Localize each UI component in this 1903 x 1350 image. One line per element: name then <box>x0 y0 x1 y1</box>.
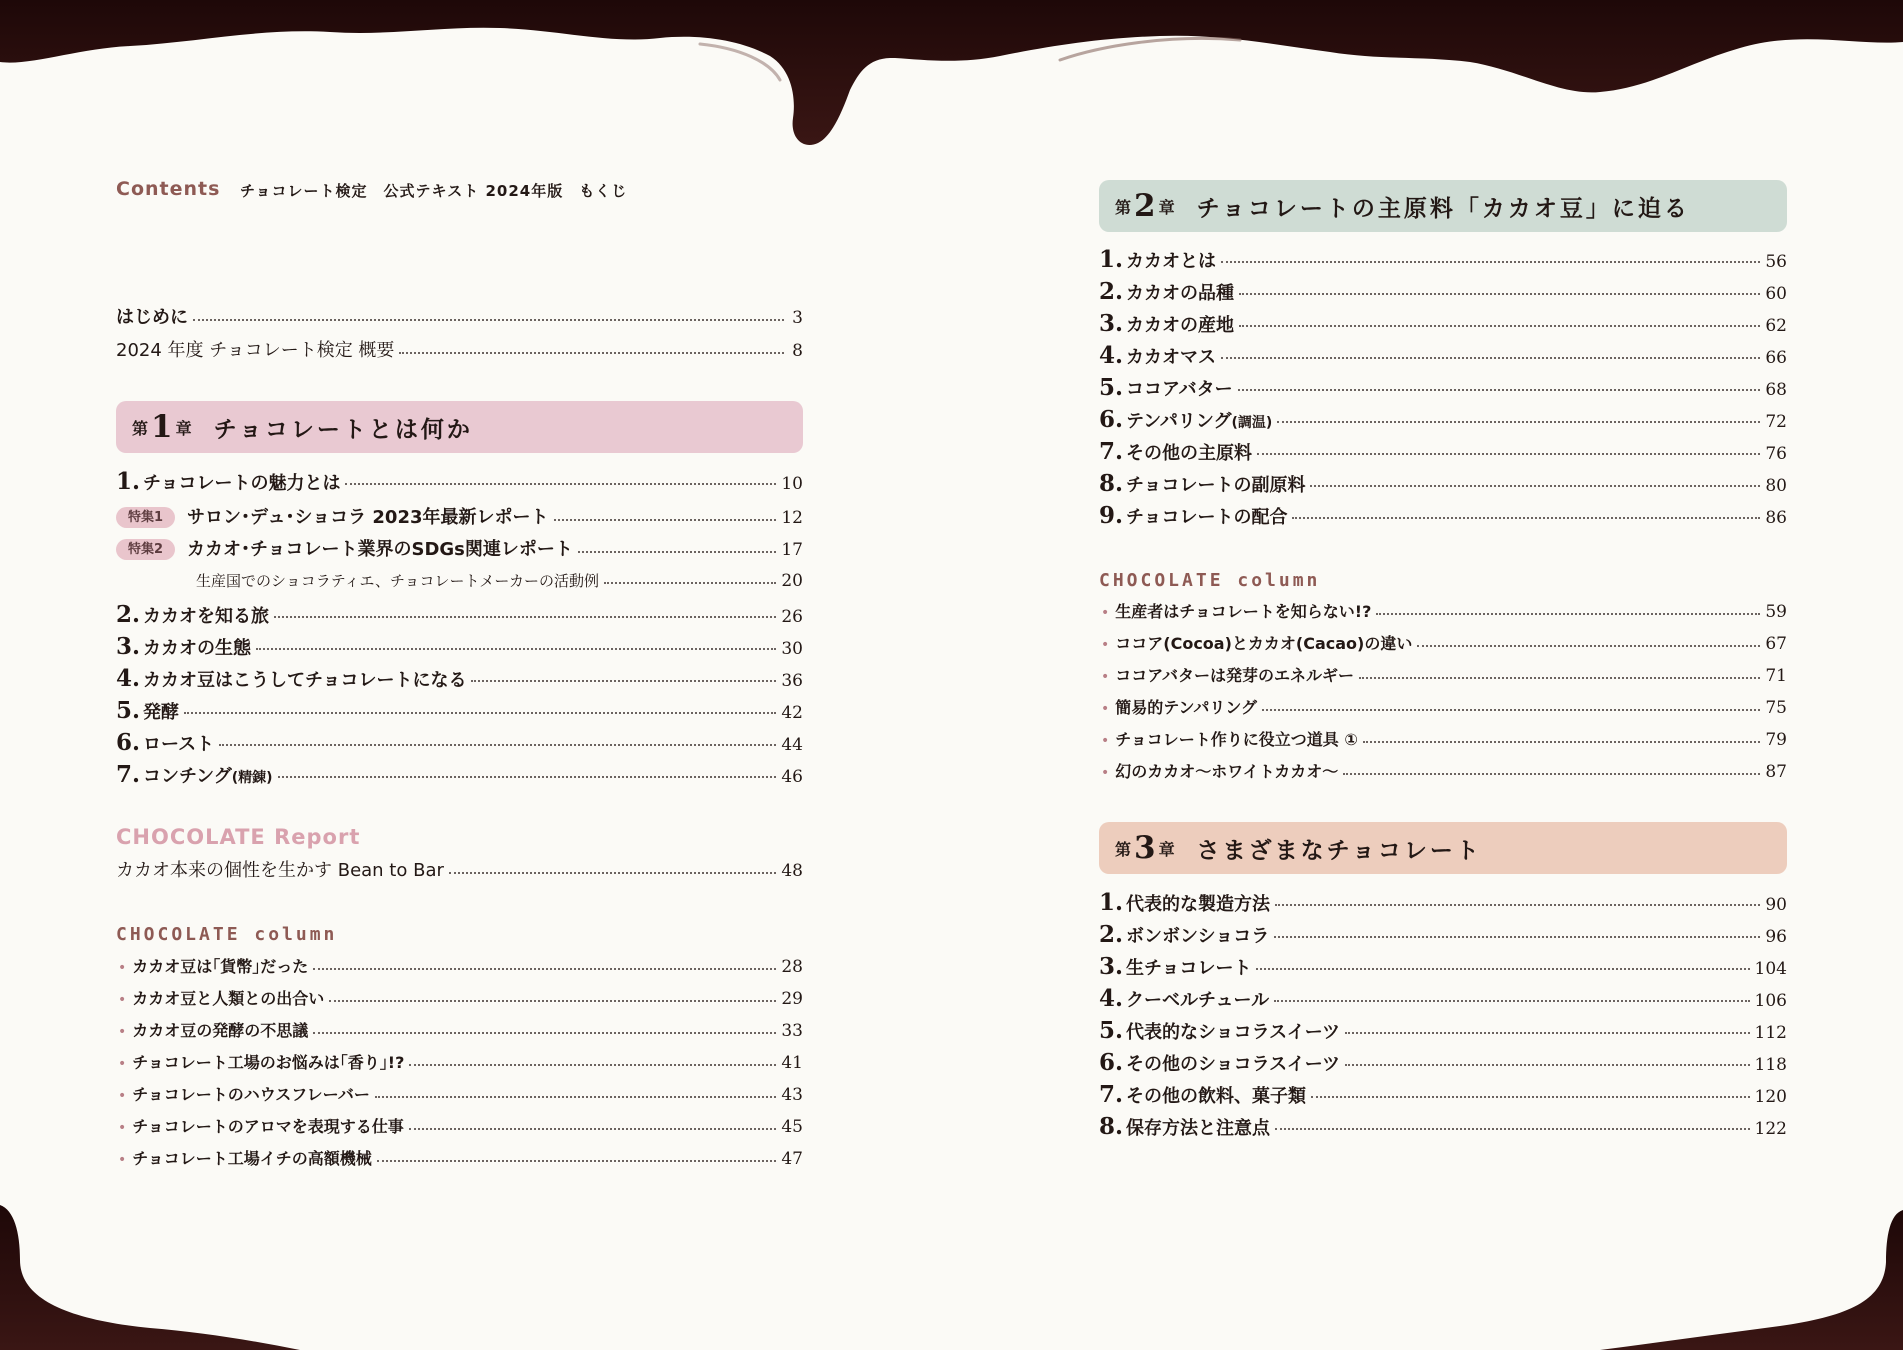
toc-entry-intro[interactable] <box>116 303 803 333</box>
toc-entry-note: (精錬) <box>231 770 273 786</box>
column-entry[interactable] <box>118 984 803 1014</box>
dot-leader <box>313 1032 776 1034</box>
toc-entry[interactable] <box>1099 437 1787 467</box>
toc-entry-page: 104 <box>1754 959 1787 979</box>
dot-leader <box>554 519 777 521</box>
column-entry[interactable] <box>118 1080 803 1110</box>
dot-leader <box>1417 645 1760 647</box>
entry-number: 9. <box>1099 502 1124 529</box>
toc-entry-page: 30 <box>781 639 803 659</box>
toc-entry-page: 62 <box>1765 316 1787 336</box>
column-entry[interactable] <box>118 952 803 982</box>
dot-leader <box>399 352 784 354</box>
dot-leader <box>1221 261 1760 263</box>
toc-entry-title: チョコレートのハウスフレーバー <box>132 1085 370 1104</box>
entry-number: 3. <box>116 633 141 660</box>
entry-number: 3. <box>1099 953 1124 980</box>
dot-leader <box>1274 936 1760 938</box>
feature-tag: 特集2 <box>116 539 175 560</box>
entry-number: 7. <box>1099 1081 1124 1108</box>
toc-entry-page: 29 <box>781 989 803 1009</box>
toc-entry-feature-2[interactable] <box>116 535 803 565</box>
toc-entry-title: カカオ豆はこうしてチョコレートになる <box>143 670 467 691</box>
dot-leader <box>1275 904 1760 906</box>
entry-number: 4. <box>1099 985 1124 1012</box>
dot-leader <box>1239 293 1760 295</box>
toc-entry-title: カカオ豆と人類との出合い <box>132 989 325 1008</box>
bullet-icon: • <box>118 1120 127 1136</box>
toc-entry[interactable] <box>1099 373 1787 403</box>
toc-entry-title: 2024 年度 チョコレート検定 概要 <box>116 340 395 361</box>
dot-leader <box>274 616 776 618</box>
chapter-2-band[interactable] <box>1099 180 1787 232</box>
toc-entry[interactable] <box>1099 920 1787 950</box>
dot-leader <box>1277 421 1760 423</box>
column-entry[interactable] <box>1101 693 1787 723</box>
toc-entry-title: カカオ豆の発酵の不思議 <box>132 1021 309 1040</box>
dot-leader <box>313 968 776 970</box>
toc-entry-title: チョコレートのアロマを表現する仕事 <box>132 1117 404 1136</box>
toc-entry-title: チョコレート作りに役立つ道具 ① <box>1115 730 1358 749</box>
entry-number: 5. <box>116 697 141 724</box>
toc-entry-page: 79 <box>1765 730 1787 750</box>
dot-leader <box>377 1160 777 1162</box>
dot-leader <box>578 551 776 553</box>
toc-entry-page: 96 <box>1765 927 1787 947</box>
toc-entry-title: ココアバターは発芽のエネルギー <box>1115 666 1354 685</box>
column-entry[interactable] <box>1101 629 1787 659</box>
toc-entry-page: 59 <box>1765 602 1787 622</box>
bottom-left-drip <box>0 1205 300 1350</box>
toc-entry[interactable] <box>1099 984 1787 1014</box>
entry-number: 4. <box>116 665 141 692</box>
toc-entry[interactable] <box>116 632 803 662</box>
entry-number: 3. <box>1099 310 1124 337</box>
entry-number: 2. <box>1099 278 1124 305</box>
toc-entry-page: 106 <box>1754 991 1787 1011</box>
entry-number: 1. <box>1099 246 1124 273</box>
toc-entry-page: 3 <box>792 308 803 328</box>
toc-entry-title: 生産者はチョコレートを知らない!? <box>1115 602 1372 621</box>
toc-entry-title: カカオ本来の個性を生かす Bean to Bar <box>116 860 444 881</box>
column-heading: CHOCOLATE column <box>1099 570 1321 591</box>
toc-entry[interactable] <box>1099 952 1787 982</box>
page-subtitle: チョコレート検定 公式テキスト 2024年版 もくじ <box>240 182 628 200</box>
chapter-number: 2 <box>1134 188 1156 224</box>
chapter-number: 3 <box>1134 830 1156 866</box>
toc-entry-title: ボンボンショコラ <box>1126 926 1270 947</box>
entry-number: 6. <box>116 729 141 756</box>
dot-leader <box>1275 1128 1750 1130</box>
toc-entry-page: 122 <box>1754 1119 1787 1139</box>
toc-entry-page: 47 <box>781 1149 803 1169</box>
toc-entry-title: テンパリング <box>1126 411 1232 432</box>
toc-entry-title: コンチング <box>143 766 232 787</box>
toc-entry[interactable] <box>1099 341 1787 371</box>
dot-leader <box>1292 517 1760 519</box>
toc-entry-page: 20 <box>781 571 803 591</box>
toc-entry-title: その他の主原料 <box>1126 443 1253 464</box>
chapter-3-band[interactable] <box>1099 822 1787 874</box>
bullet-icon: • <box>1101 637 1110 653</box>
toc-entry-page: 112 <box>1754 1023 1787 1043</box>
bottom-right-drip <box>1600 1210 1903 1350</box>
toc-entry[interactable] <box>1099 1048 1787 1078</box>
toc-entry-page: 90 <box>1765 895 1787 915</box>
toc-entry-title: 簡易的テンパリング <box>1115 698 1258 717</box>
bullet-icon: • <box>118 992 127 1008</box>
toc-entry-title: カカオとは <box>1126 251 1217 272</box>
bullet-icon: • <box>1101 605 1110 621</box>
toc-entry[interactable] <box>116 696 803 726</box>
dot-leader <box>1359 677 1760 679</box>
dot-leader <box>329 1000 776 1002</box>
toc-entry-title: チョコレート工場のお悩みは｢香り｣!? <box>132 1053 405 1072</box>
toc-entry[interactable] <box>116 760 803 790</box>
toc-entry-title: カカオマス <box>1126 347 1217 368</box>
dot-leader <box>1363 741 1760 743</box>
toc-entry-page: 36 <box>781 671 803 691</box>
toc-entry-page: 75 <box>1765 698 1787 718</box>
dot-leader <box>345 483 776 485</box>
dot-leader <box>193 319 784 321</box>
dot-leader <box>1345 1064 1750 1066</box>
feature-tag: 特集1 <box>116 507 175 528</box>
toc-entry-page: 60 <box>1765 284 1787 304</box>
toc-entry-title: カカオの産地 <box>1126 315 1235 336</box>
toc-entry-title: カカオを知る旅 <box>143 606 270 627</box>
column-entry[interactable] <box>1101 597 1787 627</box>
dot-leader <box>449 872 776 874</box>
entry-number: 8. <box>1099 470 1124 497</box>
toc-entry-title: 代表的な製造方法 <box>1126 894 1271 915</box>
toc-entry-title: 代表的なショコラスイーツ <box>1126 1022 1341 1043</box>
toc-entry-title: 生チョコレート <box>1126 958 1252 979</box>
chapter-prefix: 第 <box>132 418 149 438</box>
toc-entry-title: カカオの品種 <box>1126 283 1235 304</box>
entry-number: 5. <box>1099 1017 1124 1044</box>
bullet-icon: • <box>1101 701 1110 717</box>
toc-entry-page: 10 <box>781 474 803 494</box>
toc-entry-page: 41 <box>781 1053 803 1073</box>
toc-entry-title: カカオ豆は｢貨幣｣だった <box>132 957 309 976</box>
toc-entry-title: 生産国でのショコラティエ、チョコレートメーカーの活動例 <box>196 572 600 590</box>
column-entry[interactable] <box>118 1048 803 1078</box>
toc-entry[interactable] <box>1099 1016 1787 1046</box>
entry-number: 1. <box>1099 889 1124 916</box>
toc-entry-page: 17 <box>781 540 803 560</box>
toc-entry-title: その他のショコラスイーツ <box>1126 1054 1341 1075</box>
chapter-prefix: 第 <box>1115 197 1132 217</box>
dot-leader <box>1274 1000 1749 1002</box>
toc-entry-title: チョコレート工場イチの高額機械 <box>132 1149 372 1168</box>
dot-leader <box>1310 485 1760 487</box>
toc-entry-page: 46 <box>781 767 803 787</box>
dot-leader <box>471 680 776 682</box>
toc-entry-page: 44 <box>781 735 803 755</box>
toc-entry-page: 76 <box>1765 444 1787 464</box>
column-entry[interactable] <box>118 1144 803 1174</box>
chapter-title: チョコレートの主原料「カカオ豆」に迫る <box>1196 195 1690 222</box>
dot-leader <box>1376 613 1760 615</box>
toc-entry-page: 86 <box>1765 508 1787 528</box>
toc-entry-page: 80 <box>1765 476 1787 496</box>
dot-leader <box>1343 773 1760 775</box>
toc-entry-page: 28 <box>781 957 803 977</box>
dot-leader <box>256 648 776 650</box>
dot-leader <box>1238 389 1761 391</box>
top-drip <box>0 0 1903 145</box>
toc-entry-title: ココアバター <box>1126 379 1233 400</box>
dot-leader <box>1256 968 1749 970</box>
chapter-number: 1 <box>151 409 173 445</box>
toc-entry-page: 118 <box>1754 1055 1787 1075</box>
dot-leader <box>1311 1096 1750 1098</box>
toc-entry-title: ココア(Cocoa)とカカオ(Cacao)の違い <box>1115 634 1413 653</box>
toc-entry[interactable] <box>116 467 803 497</box>
toc-entry-page: 45 <box>781 1117 803 1137</box>
column-heading: CHOCOLATE column <box>116 924 338 945</box>
chapter-title: さまざまなチョコレート <box>1196 837 1482 864</box>
entry-number: 7. <box>1099 438 1124 465</box>
toc-entry-page: 71 <box>1765 666 1787 686</box>
top-drip-highlight-2 <box>700 44 780 80</box>
toc-entry-report[interactable] <box>116 856 803 886</box>
dot-leader <box>219 744 776 746</box>
toc-entry-page: 48 <box>781 861 803 881</box>
toc-entry[interactable] <box>1099 469 1787 499</box>
column-entry[interactable] <box>118 1016 803 1046</box>
column-entry[interactable] <box>118 1112 803 1142</box>
toc-entry-page: 87 <box>1765 762 1787 782</box>
toc-entry-page: 42 <box>781 703 803 723</box>
toc-entry-title: ロースト <box>143 734 215 755</box>
bullet-icon: • <box>1101 765 1110 781</box>
toc-entry-title: はじめに <box>116 307 188 328</box>
toc-entry-title: チョコレートの副原料 <box>1126 475 1306 496</box>
toc-entry-page: 26 <box>781 607 803 627</box>
toc-entry-page: 12 <box>781 508 803 528</box>
bullet-icon: • <box>118 1152 127 1168</box>
dot-leader <box>1221 357 1760 359</box>
bullet-icon: • <box>118 1056 127 1072</box>
toc-entry-title: クーベルチュール <box>1126 990 1270 1011</box>
toc-entry[interactable] <box>1099 1080 1787 1110</box>
toc-entry-title: チョコレートの魅力とは <box>143 473 341 494</box>
toc-entry-feature-1[interactable] <box>116 503 803 533</box>
entry-number: 2. <box>116 601 141 628</box>
toc-entry-overview[interactable] <box>116 336 803 366</box>
entry-number: 6. <box>1099 1049 1124 1076</box>
column-entry[interactable] <box>1101 725 1787 755</box>
dot-leader <box>184 712 776 714</box>
toc-subentry[interactable] <box>196 566 803 596</box>
dot-leader <box>375 1096 776 1098</box>
chapter-suffix: 章 <box>175 418 192 438</box>
entry-number: 1. <box>116 468 141 495</box>
toc-entry-title: サロン･デュ･ショコラ 2023年最新レポート <box>187 507 549 528</box>
entry-number: 5. <box>1099 374 1124 401</box>
entry-number: 6. <box>1099 406 1124 433</box>
dot-leader <box>1262 709 1760 711</box>
toc-entry-page: 120 <box>1754 1087 1787 1107</box>
toc-entry-title: チョコレートの配合 <box>1126 507 1288 528</box>
toc-entry-page: 33 <box>781 1021 803 1041</box>
toc-entry-page: 43 <box>781 1085 803 1105</box>
toc-entry-title: その他の飲料、菓子類 <box>1126 1086 1307 1107</box>
entry-number: 4. <box>1099 342 1124 369</box>
chapter-suffix: 章 <box>1158 197 1175 217</box>
dot-leader <box>1345 1032 1750 1034</box>
toc-entry[interactable] <box>1099 309 1787 339</box>
dot-leader <box>278 776 777 778</box>
toc-entry[interactable] <box>1099 1112 1787 1142</box>
toc-entry[interactable] <box>116 600 803 630</box>
toc-entry[interactable] <box>1099 888 1787 918</box>
toc-entry-page: 67 <box>1765 634 1787 654</box>
chapter-suffix: 章 <box>1158 839 1175 859</box>
chapter-title: チョコレートとは何か <box>213 416 473 443</box>
toc-entry[interactable] <box>1099 405 1787 435</box>
report-heading: CHOCOLATE Report <box>116 825 361 849</box>
toc-entry[interactable] <box>116 664 803 694</box>
toc-entry[interactable] <box>1099 501 1787 531</box>
entry-number: 2. <box>1099 921 1124 948</box>
column-entry[interactable] <box>1101 661 1787 691</box>
toc-entry[interactable] <box>116 728 803 758</box>
toc-entry[interactable] <box>1099 277 1787 307</box>
entry-number: 8. <box>1099 1113 1124 1140</box>
dot-leader <box>409 1128 777 1130</box>
toc-entry-title: 発酵 <box>143 702 180 723</box>
bullet-icon: • <box>118 1088 127 1104</box>
toc-entry-title: カカオの生態 <box>143 638 252 659</box>
toc-entry-page: 72 <box>1765 412 1787 432</box>
toc-entry-page: 56 <box>1765 252 1787 272</box>
toc-entry-page: 8 <box>792 341 803 361</box>
toc-entry-note: (調温) <box>1231 415 1273 431</box>
entry-number: 7. <box>116 761 141 788</box>
dot-leader <box>1239 325 1760 327</box>
toc-entry-page: 66 <box>1765 348 1787 368</box>
column-entry[interactable] <box>1101 757 1787 787</box>
dot-leader <box>409 1064 776 1066</box>
dot-leader <box>1257 453 1760 455</box>
chapter-prefix: 第 <box>1115 839 1132 859</box>
chapter-1-band[interactable] <box>116 401 803 453</box>
top-drip-highlight <box>1060 38 1240 60</box>
toc-entry-title: 幻のカカオ～ホワイトカカオ～ <box>1115 762 1339 781</box>
toc-entry-title: 保存方法と注意点 <box>1126 1118 1271 1139</box>
toc-entry-page: 68 <box>1765 380 1787 400</box>
bullet-icon: • <box>118 1024 127 1040</box>
toc-entry[interactable] <box>1099 245 1787 275</box>
bullet-icon: • <box>1101 669 1110 685</box>
bullet-icon: • <box>1101 733 1110 749</box>
toc-entry-title: カカオ･チョコレート業界のSDGs関連レポート <box>187 539 573 560</box>
bullet-icon: • <box>118 960 127 976</box>
dot-leader <box>604 582 776 584</box>
contents-label: Contents <box>116 178 221 200</box>
